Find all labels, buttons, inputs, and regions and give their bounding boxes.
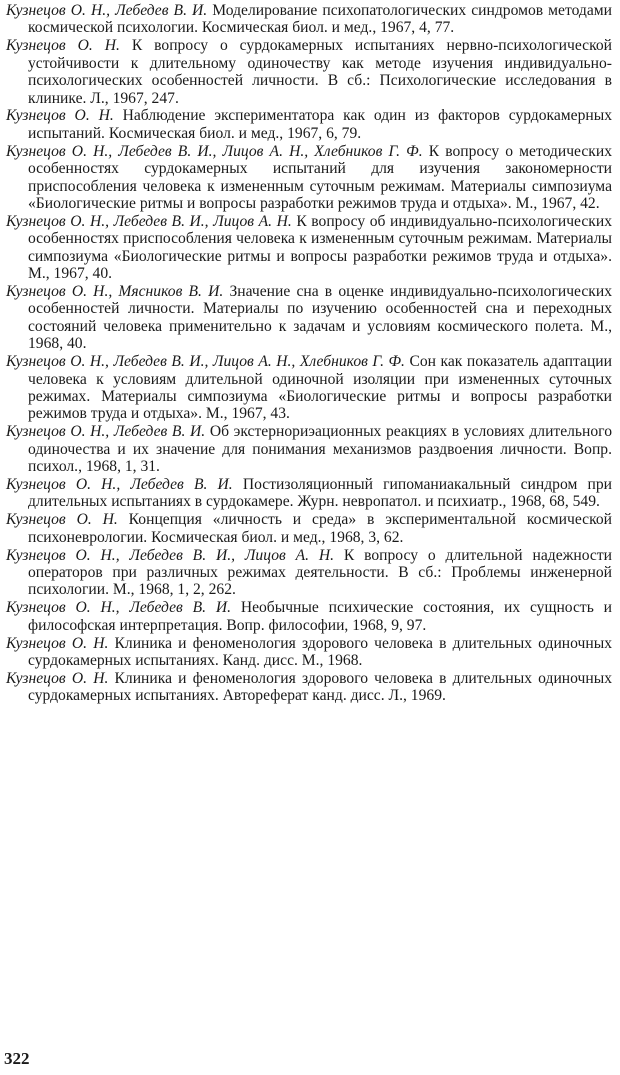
bibliography-entry [6,107,612,142]
entry-author: Кузнецов О. Н., Лебедев В. И., Лицов А. Н. [6,546,335,564]
entry-author: Кузнецов О. Н. [6,37,120,55]
bibliography-entry [6,143,612,213]
bibliography-entry [6,635,612,670]
entry-text: К вопросу о методических особенностях сурдокамерных испытаний для изучения закономерности приспособления человека к измененным суточным режимам. Материалы симпозиума «Биологические ритмы и вопросы разработки режимов труда и отдыха». М., 1967, 42. [28,142,612,212]
entry-author: Кузнецов О. Н. [6,634,109,652]
entry-text: Наблюдение экспериментатора как один из факторов сурдокамерных испытаний. Космическая биол. и мед., 1967, 6, 79. [28,107,613,142]
entry-author: Кузнецов О. Н. [6,511,118,529]
entry-author: Кузнецов О. Н., Лебедев В. И., Лицов А. Н., Хлебников Г. Ф. [6,353,405,371]
entry-text: К вопросу о длительной надежности операторов при различных режимах деятельности. В сб.: Проблемы инженерной психологии. М., 1968, 1, 2, 262. [28,546,613,599]
bibliography-entry [6,547,612,599]
entry-text: Об экстернориэационных реакциях в условиях длительного одиночества и их значение для понимания механизмов раздвоения личности. Вопр. психол., 1968, 1, 31. [28,423,612,476]
entry-author: Кузнецов О. Н., Лебедев В. И., Лицов А. Н., Хлебников Г. Ф. [6,142,423,160]
entry-text: К вопросу о сурдокамерных испытаниях нервно-психологической устойчивости к длительному одиночеству как методе изучения индивидуально-психологических особенностей личности. В сб.: Психологические исследования в клинике. Л., 1967, 247. [28,37,613,107]
entry-author: Кузнецов О. Н. [6,107,114,125]
entry-text: Значение сна в оценке индивидуально-психологических особенностей личности. Материалы по изучению особенностей сна и переходных состояний человека применительно к задачам и условиям космического полета. М., 1968, 40. [28,283,613,353]
bibliography-entry [6,283,612,353]
entry-text: Необычные психические состояния, их сущность и философская интерпретация. Вопр. философии, 1968, 9, 97. [28,599,613,634]
entry-author: Кузнецов О. Н., Лебедев В. И. [6,599,231,617]
page-number: 322 [4,1049,30,1068]
entry-author: Кузнецов О. Н., Лебедев В. И. [6,475,233,493]
entry-text: Клиника и феноменология здорового человека в длительных одиночных сурдокамерных испытаниях. Канд. дисс. М., 1968. [28,634,612,670]
entry-text: Постизоляционный гипоманиакальный синдром при длительных испытаниях в сурдокамере. Журн. невропатол. и психиатр., 1968, 68, 549. [28,475,612,511]
bibliography-entry [6,599,612,634]
entry-author: Кузнецов О. Н., Мясников В. И. [6,283,224,300]
entry-text: Сон как показатель адаптации человека к условиям длительной одиночной изоляции при измененных суточных режимах. Материалы симпозиума «Биологические ритмы и вопросы разработки режимов труда и отдыха». М., 1967, 43. [28,353,612,423]
bibliography-entry [6,511,612,546]
entry-author: Кузнецов О. Н., Лебедев В. И., Лицов А. Н. [6,212,292,230]
entry-author: Кузнецов О. Н. [6,669,109,687]
bibliography-entry [6,476,612,511]
entry-author: Кузнецов О. Н., Лебедев В. И. [6,423,206,441]
bibliography-entry [6,670,612,705]
entry-author: Кузнецов О. Н., Лебедев В. И. [6,2,208,19]
bibliography-entry [6,423,612,475]
entry-text: Клиника и феноменология здорового человека в длительных одиночных сурдокамерных испытаниях. Автореферат канд. дисс. Л., 1969. [28,669,612,705]
entry-text: Концепция «личность и среда» в экспериментальной космической психоневрологии. Космическая биол. и мед., 1968, 3, 62. [28,511,613,546]
entry-text: К вопросу об индивидуально-психологических особенностях приспособления человека к измененным суточным режимам. Материалы симпозиума «Биологические ритмы и вопросы разработки режимов труда и отдыха». М., 1967, 40. [28,212,613,283]
bibliography-entry [6,213,612,283]
entry-text: Моделирование психопатологических синдромов методами космической психологии. Космическая биол. и мед., 1967, 4, 77. [28,2,612,37]
bibliography-entry [6,353,612,423]
bibliography-entry [6,37,612,107]
bibliography-entry [6,2,612,37]
bibliography-list [6,2,612,705]
